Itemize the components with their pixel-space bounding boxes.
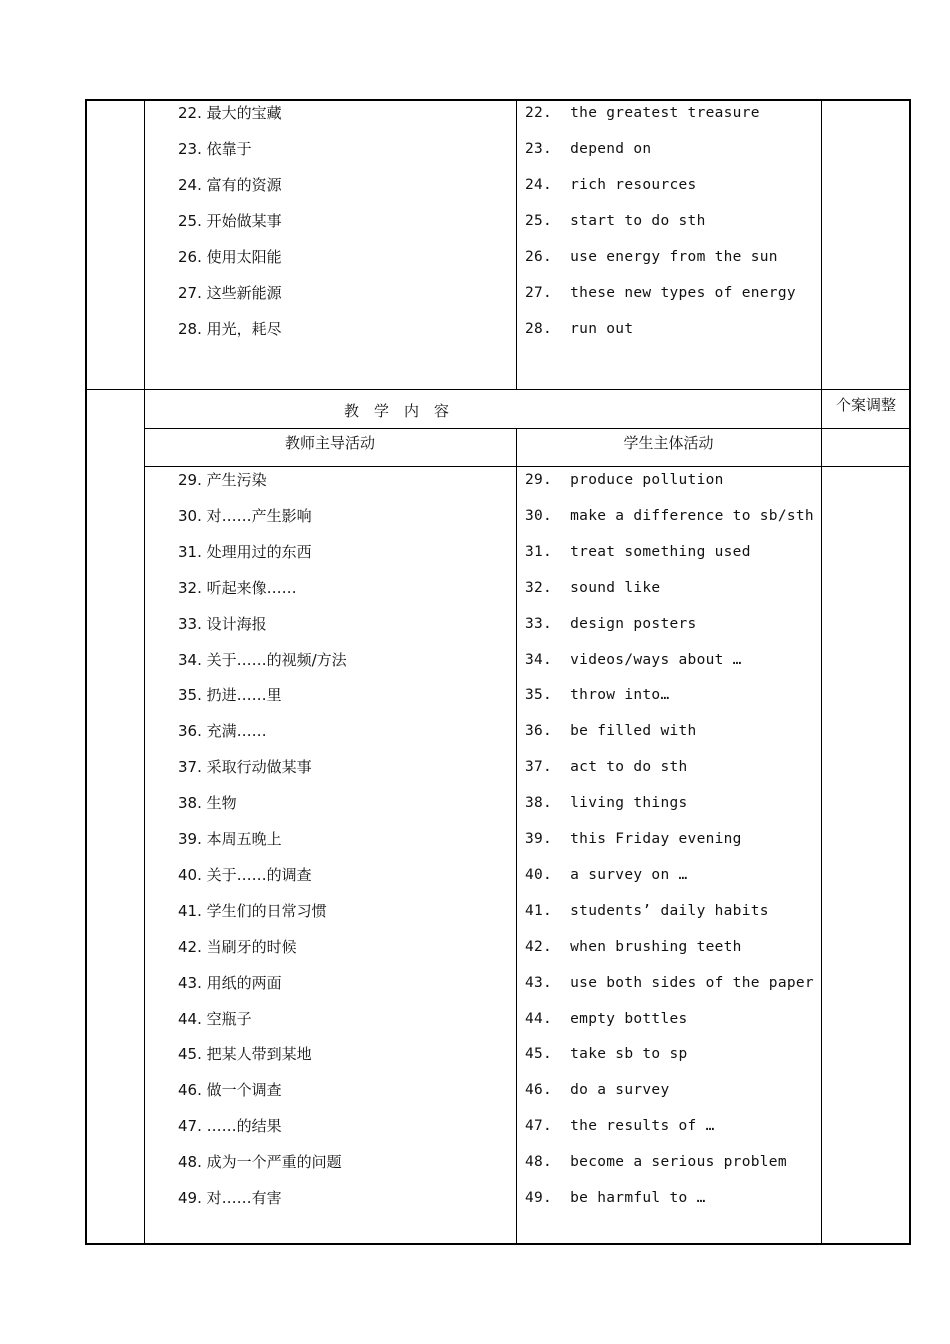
chinese-phrase: 48. 成为一个严重的问题 xyxy=(178,1153,342,1172)
english-phrase: 24. rich resources xyxy=(525,177,697,193)
chinese-phrase: 35. 扔进……里 xyxy=(178,686,282,705)
chinese-phrase: 34. 关于……的视频/方法 xyxy=(178,650,347,669)
english-phrase: 29. produce pollution xyxy=(525,472,724,488)
chinese-phrase: 23. 依靠于 xyxy=(178,140,252,158)
column-divider xyxy=(516,100,517,390)
chinese-phrase: 39. 本周五晚上 xyxy=(178,830,282,848)
english-phrase: 41. students’ daily habits xyxy=(525,902,769,919)
column-divider xyxy=(516,429,517,1244)
chinese-phrase: 33. 设计海报 xyxy=(178,614,267,633)
column-divider xyxy=(144,100,145,1244)
lesson-table xyxy=(85,99,911,1245)
english-phrase: 33. design posters xyxy=(525,615,697,632)
row-divider xyxy=(144,466,910,467)
english-phrase: 26. use energy from the sun xyxy=(525,249,778,265)
english-phrase: 25. start to do sth xyxy=(525,213,706,229)
section-title: 教 学 内 容 xyxy=(344,402,450,420)
chinese-phrase: 28. 用光，耗尽 xyxy=(178,320,282,338)
chinese-phrase: 44. 空瓶子 xyxy=(178,1009,252,1028)
column-divider xyxy=(821,100,822,1244)
chinese-phrase: 36. 充满…… xyxy=(178,722,267,741)
student-activity-header: 学生主体活动 xyxy=(623,434,714,452)
chinese-phrase: 41. 学生们的日常习惯 xyxy=(178,901,327,920)
teacher-activity-header: 教师主导活动 xyxy=(284,434,375,452)
chinese-phrase: 26. 使用太阳能 xyxy=(178,248,282,266)
english-phrase: 32. sound like xyxy=(525,579,661,596)
chinese-phrase: 31. 处理用过的东西 xyxy=(178,542,312,561)
chinese-phrase: 46. 做一个调查 xyxy=(178,1081,282,1100)
chinese-phrase: 37. 采取行动做某事 xyxy=(178,758,312,777)
chinese-phrase: 47. ……的结果 xyxy=(178,1117,282,1136)
chinese-phrase: 29. 产生污染 xyxy=(178,471,267,489)
chinese-phrase: 30. 对……产生影响 xyxy=(178,506,312,525)
chinese-phrase: 24. 富有的资源 xyxy=(178,176,282,194)
english-phrase: 45. take sb to sp xyxy=(525,1046,688,1063)
chinese-phrase: 49. 对……有害 xyxy=(178,1189,282,1207)
chinese-phrase: 45. 把某人带到某地 xyxy=(178,1045,312,1064)
english-phrase: 38. living things xyxy=(525,795,688,812)
english-phrase: 48. become a serious problem xyxy=(525,1154,787,1171)
english-phrase: 23. depend on xyxy=(525,141,652,157)
row-divider xyxy=(144,428,910,429)
chinese-phrase: 22. 最大的宝藏 xyxy=(178,104,282,122)
adjust-header: 个案调整 xyxy=(835,396,896,414)
chinese-phrase: 43. 用纸的两面 xyxy=(178,973,282,992)
english-phrase: 28. run out xyxy=(525,321,634,337)
chinese-phrase: 32. 听起来像…… xyxy=(178,578,297,597)
chinese-phrase: 42. 当刷牙的时候 xyxy=(178,937,297,956)
english-phrase: 36. be filled with xyxy=(525,723,697,740)
row-divider xyxy=(86,389,910,390)
chinese-phrase: 38. 生物 xyxy=(178,794,237,813)
english-phrase: 37. act to do sth xyxy=(525,759,688,776)
english-phrase: 30. make a difference to sb/sth xyxy=(525,507,814,524)
chinese-phrase: 25. 开始做某事 xyxy=(178,212,282,230)
english-phrase: 35. throw into… xyxy=(525,687,670,704)
english-phrase: 46. do a survey xyxy=(525,1082,670,1099)
english-phrase: 39. this Friday evening xyxy=(525,831,742,847)
english-phrase: 42. when brushing teeth xyxy=(525,938,742,955)
english-phrase: 44. empty bottles xyxy=(525,1010,688,1027)
chinese-phrase: 27. 这些新能源 xyxy=(178,284,282,302)
english-phrase: 27. these new types of energy xyxy=(525,285,796,301)
english-phrase: 49. be harmful to … xyxy=(525,1190,706,1206)
english-phrase: 31. treat something used xyxy=(525,543,751,560)
chinese-phrase: 40. 关于……的调查 xyxy=(178,865,312,884)
english-phrase: 34. videos/ways about … xyxy=(525,651,742,668)
english-phrase: 47. the results of … xyxy=(525,1118,715,1135)
english-phrase: 43. use both sides of the paper xyxy=(525,974,814,991)
english-phrase: 22. the greatest treasure xyxy=(525,105,760,121)
english-phrase: 40. a survey on … xyxy=(525,866,688,883)
